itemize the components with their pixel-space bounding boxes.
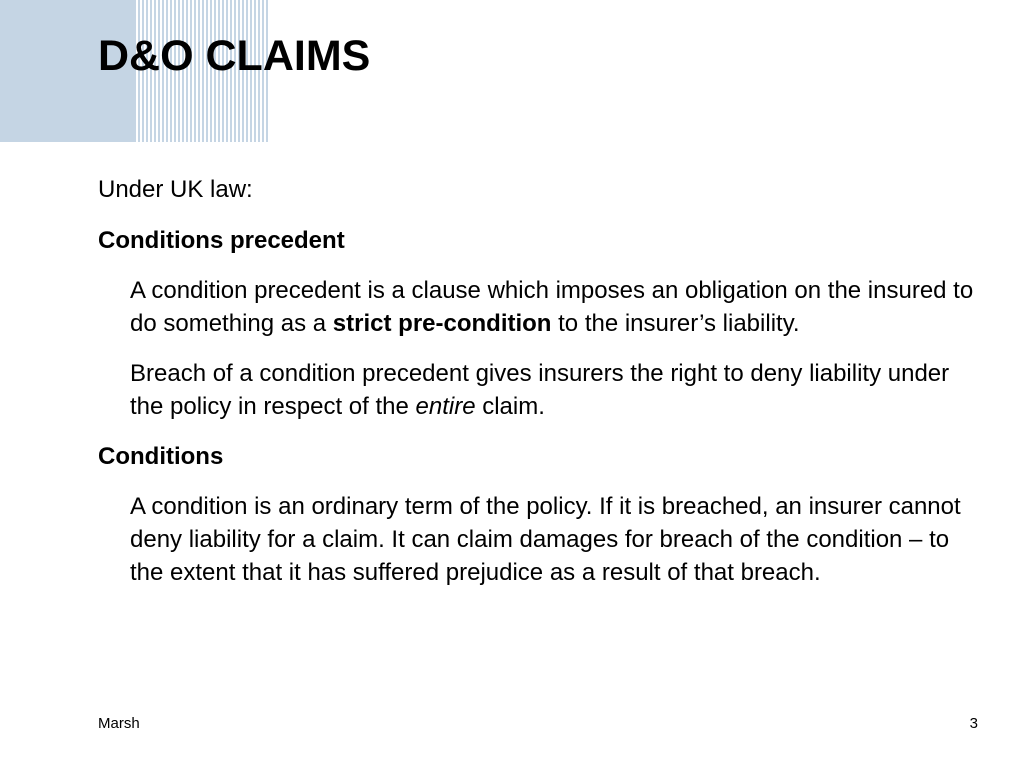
page-number: 3 bbox=[969, 715, 978, 732]
conditions-definition: A condition is an ordinary term of the policy. If it is breached, an insurer cannot deny liability for a claim. It can claim damages for breach of the condition – to the extent that it has suffered prejudice as a result of that breach. bbox=[130, 493, 961, 586]
footer-company: Marsh bbox=[98, 715, 140, 732]
text-span: to the insurer’s liability. bbox=[551, 310, 800, 337]
text-span: A condition precedent is a clause which imposes an obligation on the insured to do something as a bbox=[130, 277, 974, 337]
slide-title: D&O CLAIMS bbox=[98, 32, 371, 80]
italic-term: entire bbox=[415, 393, 476, 420]
conditions-precedent-definition bbox=[98, 274, 988, 340]
slide-body bbox=[98, 173, 988, 606]
section-heading-conditions: Conditions bbox=[98, 443, 224, 470]
text-span: Breach of a condition precedent gives insurers the right to deny liability under the policy in respect of the bbox=[130, 360, 950, 420]
intro-line: Under UK law: bbox=[98, 176, 253, 203]
section-heading-conditions-precedent: Conditions precedent bbox=[98, 227, 345, 254]
conditions-precedent-breach bbox=[98, 357, 988, 423]
bold-term: strict pre-condition bbox=[332, 310, 552, 337]
text-span: claim. bbox=[475, 393, 545, 420]
